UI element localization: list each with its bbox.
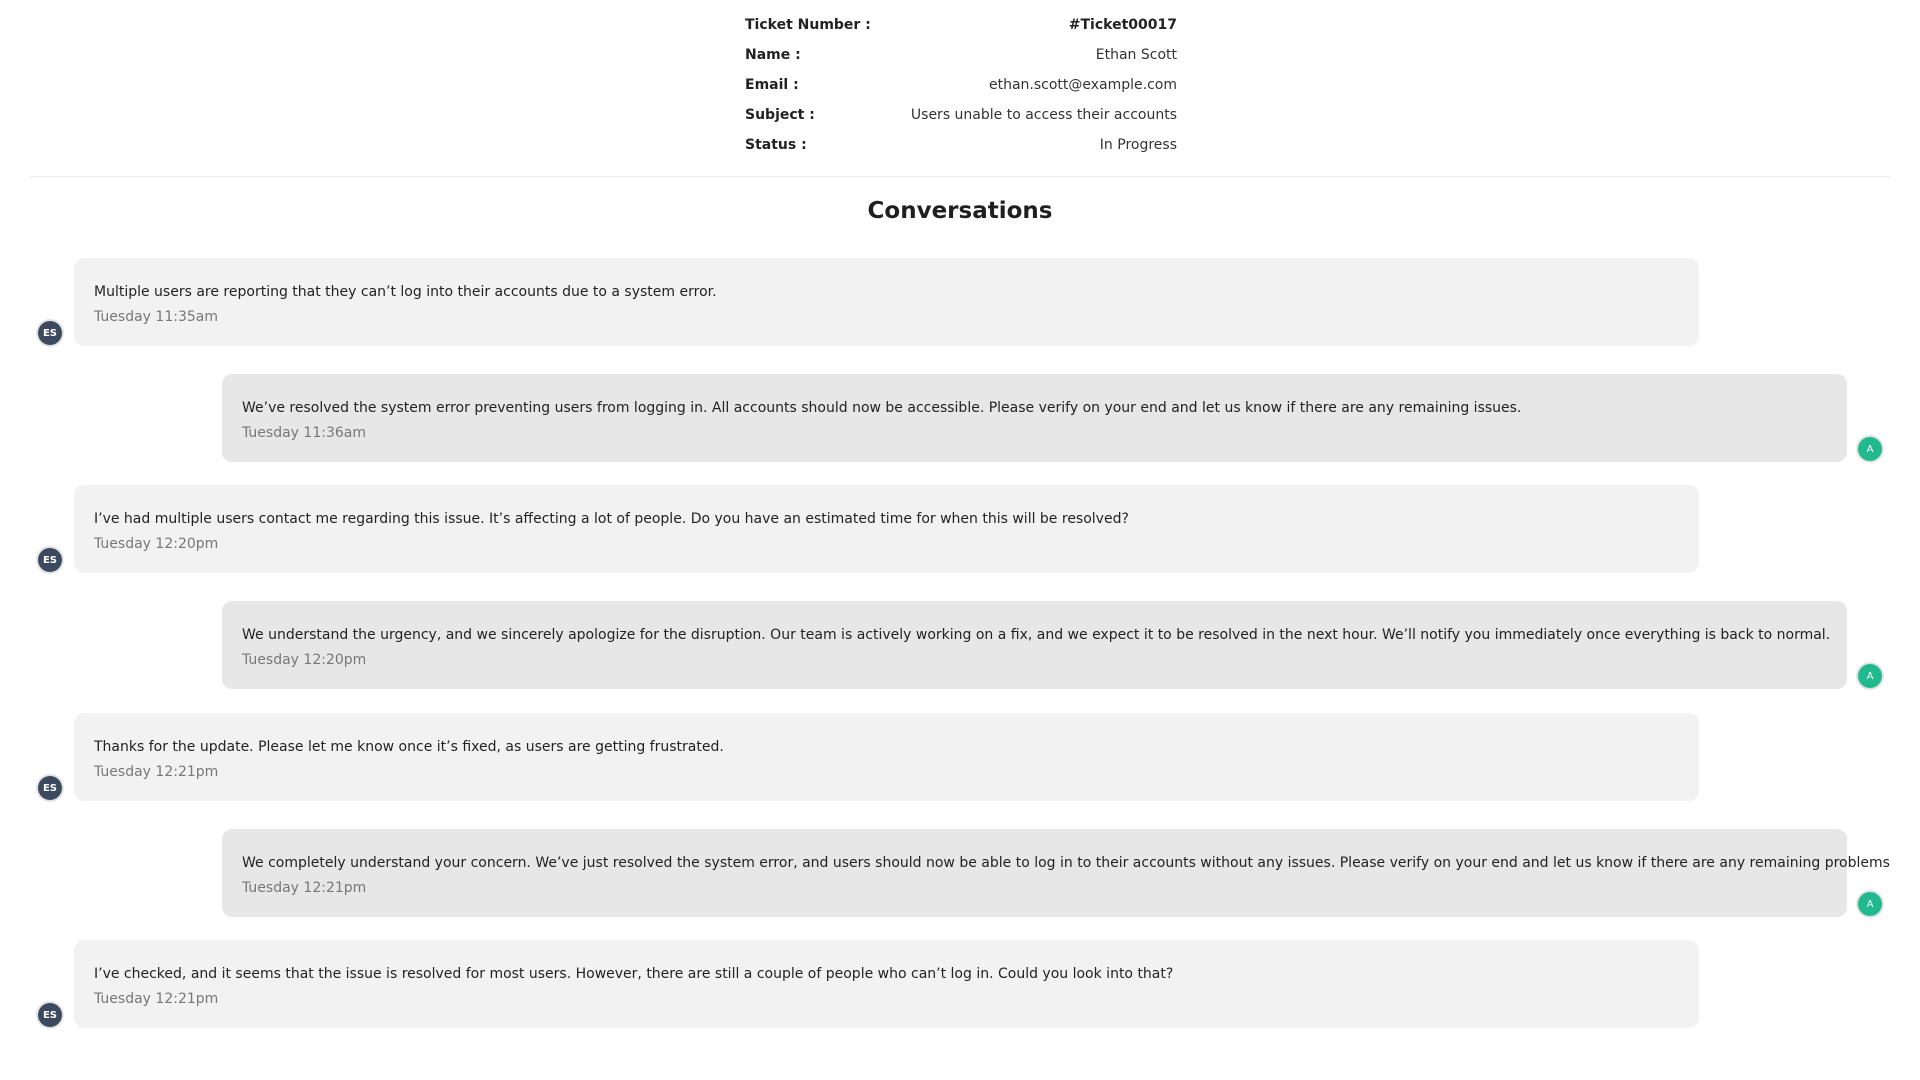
message-timestamp: Tuesday 11:36am (242, 425, 366, 441)
message-bubble-agent (222, 829, 1890, 917)
conversations-title: Conversations (867, 198, 1053, 224)
ticket-info-panel (745, 10, 1177, 160)
name-label: Name : (745, 47, 801, 63)
message-text: We’ve resolved the system error preventing users from logging in. All accounts should now be accessible. Please verify on your end and let us know if there are any remaining issues. (242, 400, 1522, 416)
message-bubble-agent (222, 601, 1847, 689)
message-text: Thanks for the update. Please let me know once it’s fixed, as users are getting frustrated. (94, 739, 724, 755)
message-timestamp: Tuesday 11:35am (94, 309, 218, 325)
agent-avatar: A (1858, 892, 1882, 916)
message-text: I’ve had multiple users contact me regarding this issue. It’s affecting a lot of people. Do you have an estimated time for when this will be resolved? (94, 511, 1129, 527)
customer-avatar: ES (38, 321, 62, 345)
message-text: Multiple users are reporting that they can’t log into their accounts due to a system error. (94, 284, 717, 300)
email-value: ethan.scott@example.com (988, 77, 1177, 93)
ticket-number-label: Ticket Number : (745, 17, 871, 33)
customer-avatar: ES (38, 1003, 62, 1027)
section-divider (30, 176, 1890, 177)
subject-row (745, 100, 1177, 130)
subject-value: Users unable to access their accounts (910, 107, 1177, 123)
ticket-number-value: #Ticket00017 (1068, 17, 1177, 33)
message-timestamp: Tuesday 12:21pm (242, 880, 367, 896)
message-bubble-customer (74, 485, 1699, 573)
ticket-number-row (745, 10, 1177, 40)
agent-avatar: A (1858, 664, 1882, 688)
message-bubble-agent (222, 374, 1847, 462)
agent-avatar: A (1858, 437, 1882, 461)
subject-label: Subject : (745, 107, 815, 123)
message-timestamp: Tuesday 12:20pm (94, 536, 219, 552)
name-row (745, 40, 1177, 70)
message-text: We understand the urgency, and we sincerely apologize for the disruption. Our team is actively working on a fix, and we expect it to be resolved in the next hour. We’ll notify you immediately once everything is back to normal. (242, 627, 1831, 643)
message-bubble-customer (74, 940, 1699, 1028)
message-timestamp: Tuesday 12:21pm (94, 764, 219, 780)
customer-avatar: ES (38, 776, 62, 800)
status-value: In Progress (1099, 137, 1177, 153)
name-value: Ethan Scott (1095, 47, 1177, 63)
email-label: Email : (745, 77, 799, 93)
message-text: We completely understand your concern. We’ve just resolved the system error, and users should now be able to log in to their accounts without any issues. Please verify on your end and let us know if there are any remaining problems (242, 855, 1890, 871)
message-bubble-customer (74, 258, 1699, 346)
message-timestamp: Tuesday 12:20pm (242, 652, 367, 668)
customer-avatar: ES (38, 548, 62, 572)
message-text: I’ve checked, and it seems that the issue is resolved for most users. However, there are still a couple of people who can’t log in. Could you look into that? (94, 966, 1174, 982)
status-label: Status : (745, 137, 807, 153)
email-row (745, 70, 1177, 100)
status-row (745, 130, 1177, 160)
message-timestamp: Tuesday 12:21pm (94, 991, 219, 1007)
message-bubble-customer (74, 713, 1699, 801)
